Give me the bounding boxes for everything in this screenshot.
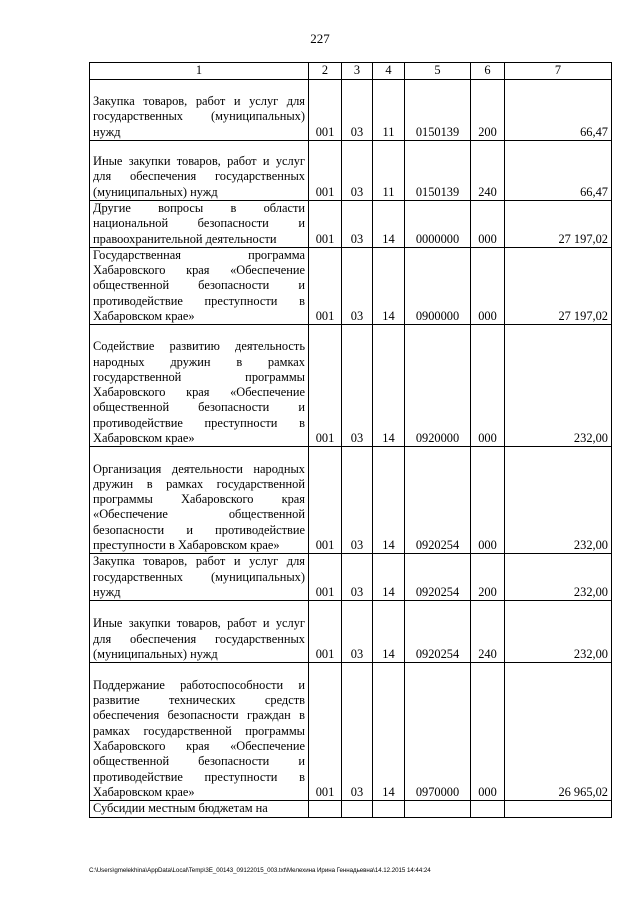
row-code-subsection: 14: [373, 554, 405, 601]
row-code-section: 03: [342, 663, 373, 801]
row-code-section: 03: [342, 141, 373, 201]
row-code-section: [342, 801, 373, 817]
row-code-target: [405, 801, 471, 817]
budget-table: [89, 62, 612, 818]
row-code-ministry: 001: [309, 201, 342, 248]
row-code-target: 0150139: [405, 80, 471, 141]
row-description: Поддержание работоспособности и развитие технических средств обеспечения безопасности граждан в рамках государственной программы Хабаровского края «Обеспечение общественной безопасности и противодействие преступности в Хабаровском крае»: [90, 663, 309, 801]
row-amount: 66,47: [505, 141, 612, 201]
table-row: [90, 201, 612, 248]
row-code-section: 03: [342, 554, 373, 601]
row-code-ministry: 001: [309, 663, 342, 801]
row-amount: 232,00: [505, 325, 612, 447]
row-description: Содействие развитию деятельность народных дружин в рамках государственной программы Хабаровского края «Обеспечение общественной безопасности и противодействие преступности в Хабаровском крае»: [90, 325, 309, 447]
row-amount: 232,00: [505, 447, 612, 554]
row-description: Субсидии местным бюджетам на: [90, 801, 309, 817]
row-code-target: 0920254: [405, 554, 471, 601]
row-amount: 27 197,02: [505, 201, 612, 248]
row-code-target: 0920254: [405, 601, 471, 663]
row-code-ministry: 001: [309, 554, 342, 601]
row-description: Закупка товаров, работ и услуг для государственных (муниципальных) нужд: [90, 80, 309, 141]
row-code-subsection: 14: [373, 325, 405, 447]
row-code-expense-type: 000: [471, 247, 505, 324]
row-code-expense-type: [471, 801, 505, 817]
row-code-target: 0150139: [405, 141, 471, 201]
table-row: [90, 325, 612, 447]
row-code-subsection: 14: [373, 663, 405, 801]
row-description: Иные закупки товаров, работ и услуг для обеспечения государственных (муниципальных) нужд: [90, 141, 309, 201]
row-code-section: 03: [342, 80, 373, 141]
column-header: 1: [90, 63, 309, 80]
footer-file-path: C:\Users\gmelekhina\AppData\Local\Temp\3E_00143_09122015_003.txt\Мелехина Ирина Геннадьевна\14.12.2015 14:44:24: [89, 867, 431, 874]
row-code-expense-type: 000: [471, 663, 505, 801]
row-code-target: 0900000: [405, 247, 471, 324]
row-amount: [505, 801, 612, 817]
row-code-expense-type: 200: [471, 80, 505, 141]
table-row: [90, 80, 612, 141]
column-header: 2: [309, 63, 342, 80]
row-code-section: 03: [342, 201, 373, 248]
row-code-target: 0920000: [405, 325, 471, 447]
row-code-ministry: 001: [309, 325, 342, 447]
column-header: 3: [342, 63, 373, 80]
row-code-subsection: 14: [373, 247, 405, 324]
row-code-expense-type: 000: [471, 447, 505, 554]
column-header: 4: [373, 63, 405, 80]
row-amount: 232,00: [505, 554, 612, 601]
page-number: 227: [310, 31, 330, 46]
row-code-expense-type: 200: [471, 554, 505, 601]
row-code-ministry: [309, 801, 342, 817]
table-row: [90, 801, 612, 817]
row-code-section: 03: [342, 447, 373, 554]
table-row: [90, 601, 612, 663]
row-code-ministry: 001: [309, 80, 342, 141]
row-amount: 232,00: [505, 601, 612, 663]
row-code-target: 0920254: [405, 447, 471, 554]
column-header: 7: [505, 63, 612, 80]
row-code-ministry: 001: [309, 447, 342, 554]
row-amount: 27 197,02: [505, 247, 612, 324]
row-code-expense-type: 000: [471, 325, 505, 447]
row-description: Государственная программа Хабаровского края «Обеспечение общественной безопасности и противодействие преступности в Хабаровском крае»: [90, 247, 309, 324]
table-row: [90, 554, 612, 601]
table-row: [90, 141, 612, 201]
table-row: [90, 247, 612, 324]
column-header: 6: [471, 63, 505, 80]
row-code-ministry: 001: [309, 141, 342, 201]
row-code-target: 0970000: [405, 663, 471, 801]
row-code-subsection: [373, 801, 405, 817]
row-code-subsection: 14: [373, 201, 405, 248]
row-code-expense-type: 240: [471, 141, 505, 201]
table-row: [90, 663, 612, 801]
row-code-subsection: 14: [373, 601, 405, 663]
column-header: 5: [405, 63, 471, 80]
row-code-ministry: 001: [309, 601, 342, 663]
row-code-expense-type: 240: [471, 601, 505, 663]
row-code-target: 0000000: [405, 201, 471, 248]
row-amount: 66,47: [505, 80, 612, 141]
row-amount: 26 965,02: [505, 663, 612, 801]
row-description: Организация деятельности народных дружин в рамках государственной программы Хабаровского края «Обеспечение общественной безопасности и противодействие преступности в Хабаровском крае»: [90, 447, 309, 554]
row-code-subsection: 14: [373, 447, 405, 554]
row-description: Иные закупки товаров, работ и услуг для обеспечения государственных (муниципальных) нужд: [90, 601, 309, 663]
row-code-section: 03: [342, 325, 373, 447]
row-description: Другие вопросы в области национальной безопасности и правоохранительной деятельности: [90, 201, 309, 248]
table-header-row: [90, 63, 612, 80]
table-row: [90, 447, 612, 554]
row-code-subsection: 11: [373, 141, 405, 201]
row-description: Закупка товаров, работ и услуг для государственных (муниципальных) нужд: [90, 554, 309, 601]
row-code-expense-type: 000: [471, 201, 505, 248]
row-code-section: 03: [342, 601, 373, 663]
row-code-subsection: 11: [373, 80, 405, 141]
row-code-ministry: 001: [309, 247, 342, 324]
row-code-section: 03: [342, 247, 373, 324]
